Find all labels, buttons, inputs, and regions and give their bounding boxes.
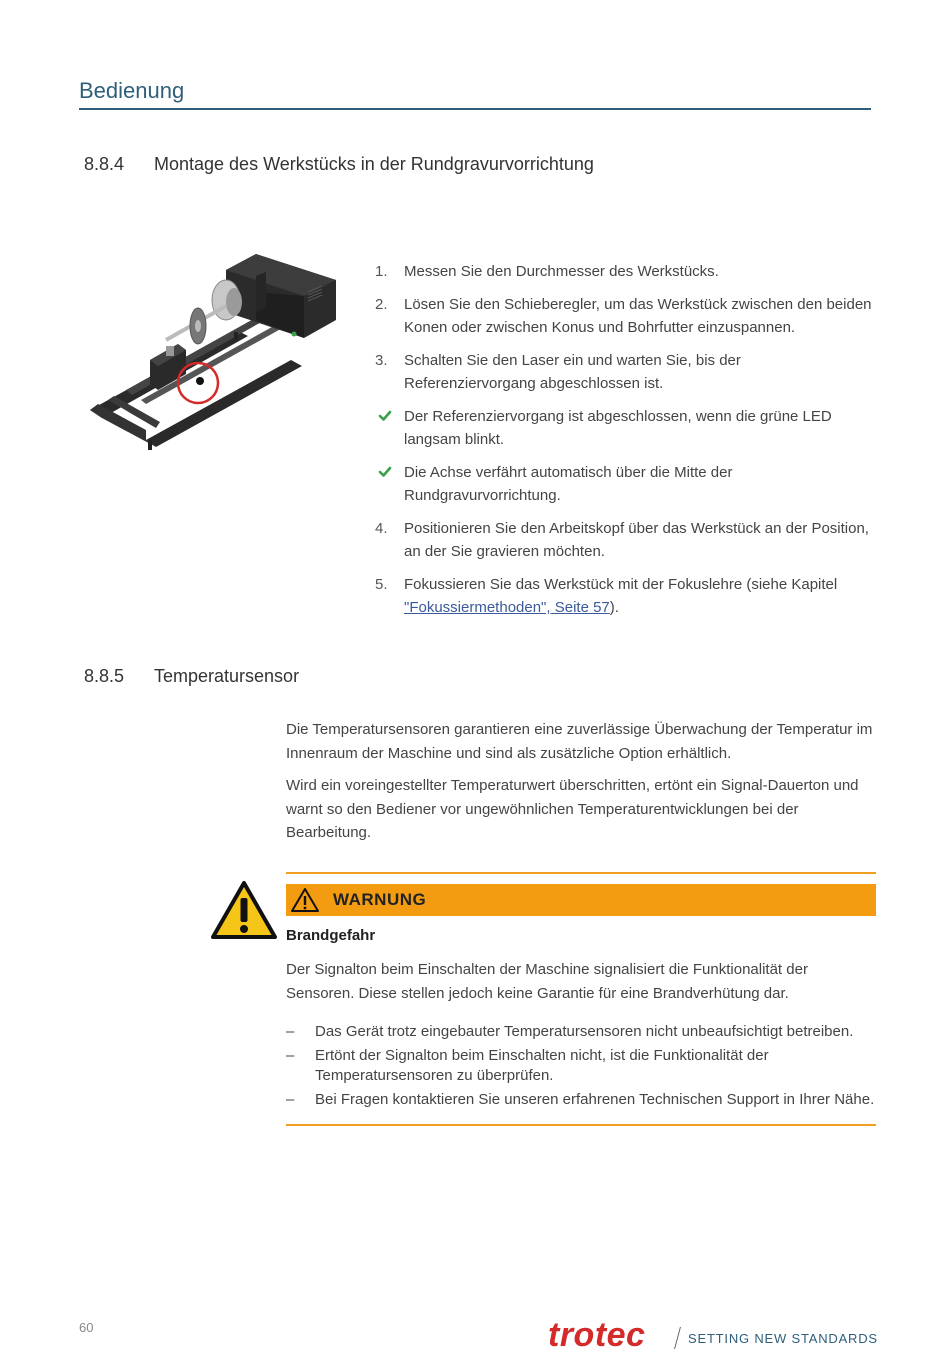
step-number: 2.	[375, 295, 388, 313]
warning-text: Der Signalton beim Einschalten der Maschine signalisiert die Funktionalität der Sensoren. Diese stellen jedoch keine Garantie für eine Brandverhütung dar.	[286, 961, 808, 1002]
step-text: Messen Sie den Durchmesser des Werkstücks.	[404, 263, 719, 280]
step-number: 1.	[375, 263, 388, 280]
result-text: Der Referenziervorgang ist abgeschlossen, wenn die grüne LED langsam blinkt.	[404, 407, 832, 448]
paragraph: Wird ein voreingestellter Temperaturwert überschritten, ertönt ein Signal-Dauerton und warnt so den Bediener vor ungewöhnlichen Temperaturentwicklungen bei der Bearbeitung.	[286, 777, 859, 841]
step-number: 4.	[375, 519, 388, 537]
section-title: Temperatursensor	[154, 666, 300, 686]
measure-text: Ertönt der Signalton beim Einschalten nicht, ist die Funktionalität der Temperatursensoren zu überprüfen.	[315, 1047, 769, 1084]
warning-top-rule	[286, 872, 876, 874]
warning-label: WARNUNG	[333, 890, 427, 909]
dash-marker: –	[286, 1023, 295, 1040]
tagline: SETTING NEW STANDARDS	[688, 1331, 878, 1346]
step-text-end: ).	[609, 599, 619, 616]
chapter-link[interactable]: "Fokussiermethoden", Seite 57	[404, 599, 610, 616]
list-item	[375, 260, 875, 284]
list-item	[375, 293, 875, 340]
header-rule	[79, 108, 871, 110]
rotary-attachment-illustration-icon	[86, 250, 352, 460]
list-item	[375, 349, 875, 396]
step-number: 3.	[375, 351, 388, 369]
warning-triangle-icon	[210, 880, 278, 940]
check-icon	[378, 465, 392, 479]
list-item	[286, 1090, 878, 1110]
warning-measures-list	[286, 1022, 878, 1114]
section-number: 8.8.5	[84, 666, 125, 686]
list-item	[286, 1022, 878, 1042]
warning-bar	[286, 884, 876, 916]
section-title: Montage des Werkstücks in der Rundgravurvorrichtung	[154, 154, 594, 174]
step-text: Schalten Sie den Laser ein und warten Sie, bis der Referenziervorgang abgeschlossen ist.	[404, 351, 741, 392]
logo-divider	[674, 1327, 681, 1349]
step-number: 5.	[375, 575, 388, 593]
list-item	[375, 461, 875, 508]
header-title: Bedienung	[79, 78, 185, 103]
measure-text: Das Gerät trotz eingebauter Temperatursensoren nicht unbeaufsichtigt betreiben.	[315, 1023, 854, 1040]
warning-bottom-rule	[286, 1124, 876, 1126]
check-icon	[378, 409, 392, 423]
result-text: Die Achse verfährt automatisch über die Mitte der Rundgravurvorrichtung.	[404, 463, 733, 504]
paragraph: Die Temperatursensoren garantieren eine zuverlässige Überwachung der Temperatur im Innenraum der Maschine und sind als zusätzliche Option erhältlich.	[286, 721, 873, 762]
dash-marker: –	[286, 1091, 295, 1108]
section-number: 8.8.4	[84, 154, 125, 174]
page-number: 60	[79, 1320, 94, 1335]
list-item	[375, 517, 875, 564]
instruction-steps	[375, 260, 875, 629]
step-text: Positionieren Sie den Arbeitskopf über das Werkstück an der Position, an der Sie gravieren möchten.	[404, 519, 869, 560]
list-item	[375, 573, 875, 620]
step-text: Fokussieren Sie das Werkstück mit der Fokuslehre (siehe Kapitel	[404, 575, 838, 593]
dash-marker: –	[286, 1047, 295, 1064]
warning-heading: Brandgefahr	[286, 927, 376, 944]
trotec-logo: trotec	[548, 1316, 646, 1354]
step-text: Lösen Sie den Schieberegler, um das Werkstück zwischen den beiden Konen oder zwischen Konus und Bohrfutter einzuspannen.	[404, 295, 872, 336]
list-item	[375, 405, 875, 452]
warning-triangle-icon	[290, 887, 320, 913]
measure-text: Bei Fragen kontaktieren Sie unseren erfahrenen Technischen Support in Ihrer Nähe.	[315, 1091, 875, 1108]
list-item	[286, 1046, 878, 1086]
